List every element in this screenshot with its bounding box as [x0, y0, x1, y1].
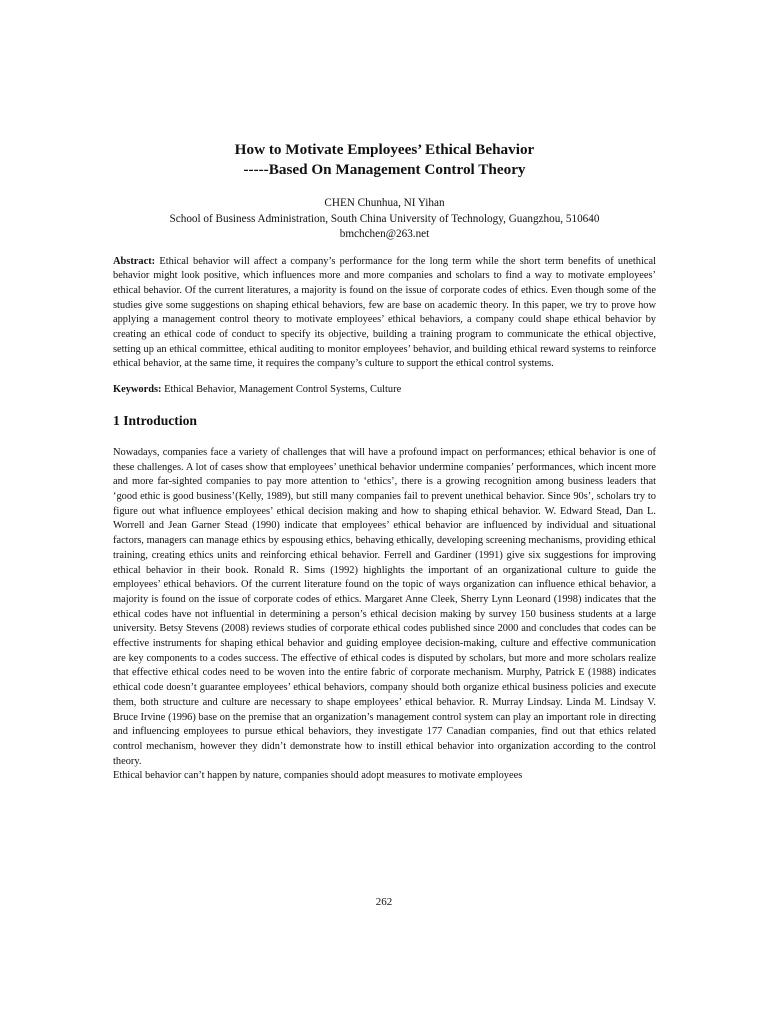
page-number: 262 [375, 896, 393, 908]
introduction-paragraph-2: Ethical behavior can’t happen by nature, companies should adopt measures to motivate employees [113, 770, 523, 782]
abstract [113, 255, 656, 373]
section-heading-introduction: 1 Introduction [113, 413, 197, 429]
keywords [113, 383, 656, 398]
paper-content [113, 140, 656, 784]
abstract-text: Ethical behavior will affect a company’s performance for the long term while the short term benefits of unethical behavior might look positive, which influences more and more companies and scholars to find a way to motivate employees’ ethical behavior. Of the current literatures, a majority is found on the issue of corporate codes of ethics. Even though some of the studies give some suggestions on shaping ethical behaviors, few are base on academic theory. In this paper, we try to prove how applying a management control theory to motivate employees’ ethical behaviors, a company could shape ethical behavior by creating an ethical code of conduct to specify its objective, building a training program to communicate the ethical objective, setting up an ethical committee, ethical auditing to monitor employees’ behavior, and building ethical reward systems to reinforce ethical behavior, at the same time, it requires the company’s culture to support the ethical control systems. [113, 255, 656, 370]
author-block [113, 196, 656, 243]
author-names: CHEN Chunhua, NI Yihan [324, 197, 445, 209]
author-email: bmchchen@263.net [339, 228, 430, 240]
title-line-2: -----Based On Management Control Theory [243, 161, 526, 178]
keywords-text: Ethical Behavior, Management Control Systems, Culture [164, 383, 402, 395]
title-line-1: How to Motivate Employees’ Ethical Behavior [234, 141, 535, 158]
introduction-paragraph-1: Nowadays, companies face a variety of challenges that will have a profound impact on performances; ethical behavior is one of these challenges. A lot of cases show that employees’ unethical behavior undermine companies’ performances, which incent more and more far-sighted companies to pay more attention to ‘ethics’, there is a growing recognition among business leaders that ‘good ethic is good business’(Kelly, 1989), but still many companies fail to prevent unethical behavior. Since 90s’, scholars try to figure out what influence employees’ ethical decision making and how to shaping ethical behavior. W. Edward Stead, Dan L. Worrell and Jean Garner Stead (1990) indicate that employees’ ethical behavior are influenced by individual and situational factors, managers can manage ethics by espousing ethics, behaving ethically, developing screening mechanisms, providing ethical training, creating ethics units and reinforcing ethical behavior. Ferrell and Gardiner (1991) give six suggestions for improving ethical behavior in their book. Ronald R. Sims (1992) highlights the important of an organizational culture to guide the employees’ ethical behaviors. Of the current literature found on the topic of ways organization can influence ethical behavior, a majority is found on the issue of corporate codes of ethics. Margaret Anne Cleek, Sherry Lynn Leonard (1998) indicates that the ethical codes have not influential in determining a person’s ethical decision making by survey 150 business students at a large university. Betsy Stevens (2008) reviews studies of corporate ethical codes published since 2000 and concludes that codes can be effective instruments for shaping ethical behavior and guiding employee decision-making, culture and effective communication are key components to a codes success. The effective of ethical codes is disputed by scholars, but more and more scholars realize that effective ethical codes need to be woven into the entire fabric of corporate mechanism. Murphy, Patrick E (1988) indicates ethical code doesn’t guarantee employees’ ethical behaviors, company should both organize ethical business policies and execute them, both structure and culture are necessary to shape employees’ ethical behavior. R. Murray Lindsay. Linda M. Lindsay V. Bruce Irvine (1996) base on the premise that an organization’s management control system can play an important role in directing and influencing employees to pursue ethical behaviors, they investigate 177 Canadian companies, find out that ethics related control mechanism, however they didn’t demonstrate how to instill ethical behavior into organization according to the control theory. [113, 446, 656, 767]
abstract-label: Abstract: [113, 255, 156, 267]
keywords-label: Keywords: [113, 383, 162, 395]
paper-title [113, 140, 656, 180]
author-affiliation: School of Business Administration, South China University of Technology, Guangzhou, 510640 [169, 212, 600, 225]
